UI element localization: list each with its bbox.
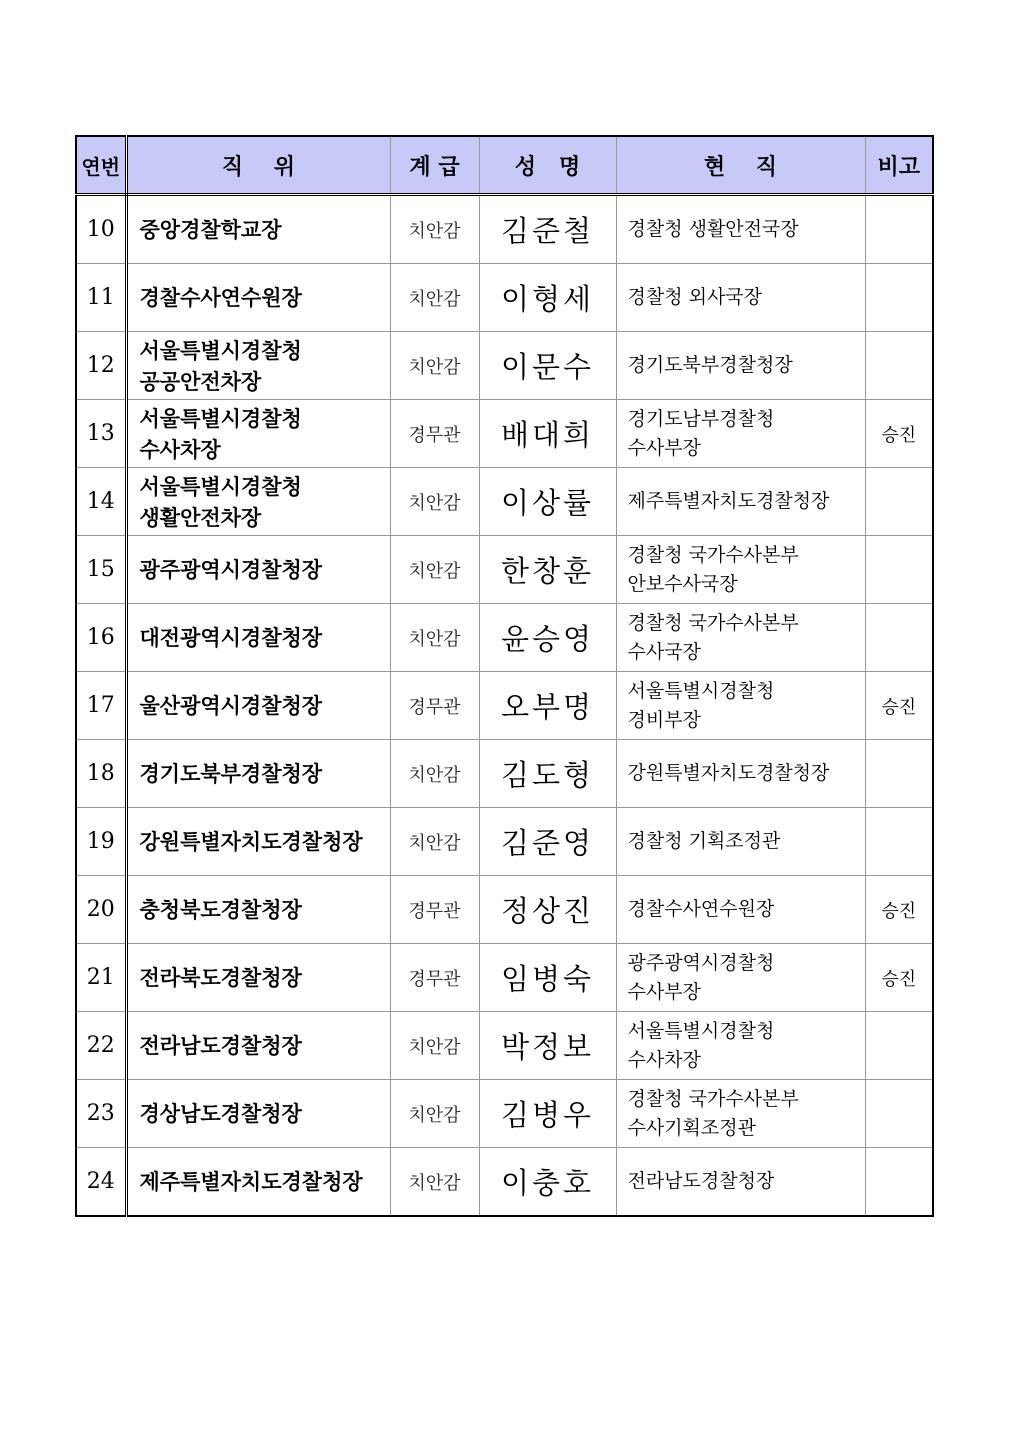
- position-cell: 대전광역시경찰청장: [126, 604, 390, 672]
- current-position-cell: 서울특별시경찰청 경비부장: [616, 672, 865, 740]
- current-position-cell: 경기도북부경찰청장: [616, 332, 865, 400]
- position-cell: 중앙경찰학교장: [126, 195, 390, 264]
- rank-cell: 경무관: [390, 876, 479, 944]
- note-cell: [865, 1012, 933, 1080]
- row-number: 21: [76, 944, 126, 1012]
- rank-cell: 치안감: [390, 195, 479, 264]
- note-cell: [865, 468, 933, 536]
- rank-cell: 치안감: [390, 1012, 479, 1080]
- row-number: 18: [76, 740, 126, 808]
- table-row: [76, 400, 933, 468]
- position-cell: 광주광역시경찰청장: [126, 536, 390, 604]
- header-no: 연번: [76, 136, 126, 195]
- name-cell: 임병숙: [479, 944, 616, 1012]
- header-current-position: 현 직: [616, 136, 865, 195]
- position-cell: 서울특별시경찰청 생활안전차장: [126, 468, 390, 536]
- table-row: [76, 195, 933, 264]
- table-row: [76, 332, 933, 400]
- table-row: [76, 944, 933, 1012]
- name-cell: 김병우: [479, 1080, 616, 1148]
- position-cell: 경기도북부경찰청장: [126, 740, 390, 808]
- position-cell: 전라남도경찰청장: [126, 1012, 390, 1080]
- row-number: 19: [76, 808, 126, 876]
- note-cell: [865, 808, 933, 876]
- rank-cell: 치안감: [390, 332, 479, 400]
- rank-cell: 치안감: [390, 536, 479, 604]
- name-cell: 이형세: [479, 264, 616, 332]
- header-note: 비고: [865, 136, 933, 195]
- table-row: [76, 672, 933, 740]
- rank-cell: 치안감: [390, 808, 479, 876]
- table-row: [76, 740, 933, 808]
- header-row: [76, 136, 933, 195]
- table-row: [76, 536, 933, 604]
- name-cell: 윤승영: [479, 604, 616, 672]
- current-position-cell: 경찰청 기획조정관: [616, 808, 865, 876]
- note-cell: 승진: [865, 672, 933, 740]
- rank-cell: 치안감: [390, 1148, 479, 1217]
- row-number: 17: [76, 672, 126, 740]
- position-cell: 서울특별시경찰청 수사차장: [126, 400, 390, 468]
- table-row: [76, 264, 933, 332]
- current-position-cell: 경찰청 외사국장: [616, 264, 865, 332]
- header-position: 직 위: [126, 136, 390, 195]
- current-position-cell: 경찰청 국가수사본부 안보수사국장: [616, 536, 865, 604]
- current-position-cell: 전라남도경찰청장: [616, 1148, 865, 1217]
- rank-cell: 치안감: [390, 468, 479, 536]
- row-number: 22: [76, 1012, 126, 1080]
- row-number: 15: [76, 536, 126, 604]
- rank-cell: 치안감: [390, 740, 479, 808]
- current-position-cell: 광주광역시경찰청 수사부장: [616, 944, 865, 1012]
- table-row: [76, 876, 933, 944]
- note-cell: [865, 740, 933, 808]
- position-cell: 강원특별자치도경찰청장: [126, 808, 390, 876]
- current-position-cell: 경찰청 국가수사본부 수사기획조정관: [616, 1080, 865, 1148]
- position-cell: 충청북도경찰청장: [126, 876, 390, 944]
- note-cell: [865, 264, 933, 332]
- row-number: 24: [76, 1148, 126, 1217]
- personnel-table: [75, 135, 934, 1217]
- name-cell: 김준철: [479, 195, 616, 264]
- name-cell: 김준영: [479, 808, 616, 876]
- note-cell: 승진: [865, 400, 933, 468]
- position-cell: 전라북도경찰청장: [126, 944, 390, 1012]
- rank-cell: 치안감: [390, 1080, 479, 1148]
- current-position-cell: 경기도남부경찰청 수사부장: [616, 400, 865, 468]
- table-row: [76, 604, 933, 672]
- row-number: 13: [76, 400, 126, 468]
- header-rank: 계 급: [390, 136, 479, 195]
- rank-cell: 경무관: [390, 672, 479, 740]
- table-row: [76, 1012, 933, 1080]
- position-cell: 서울특별시경찰청 공공안전차장: [126, 332, 390, 400]
- note-cell: [865, 332, 933, 400]
- name-cell: 박정보: [479, 1012, 616, 1080]
- table-row: [76, 808, 933, 876]
- name-cell: 이충호: [479, 1148, 616, 1217]
- name-cell: 김도형: [479, 740, 616, 808]
- note-cell: [865, 536, 933, 604]
- current-position-cell: 서울특별시경찰청 수사차장: [616, 1012, 865, 1080]
- row-number: 11: [76, 264, 126, 332]
- rank-cell: 경무관: [390, 944, 479, 1012]
- table-row: [76, 468, 933, 536]
- note-cell: [865, 1148, 933, 1217]
- table-row: [76, 1148, 933, 1217]
- row-number: 12: [76, 332, 126, 400]
- name-cell: 오부명: [479, 672, 616, 740]
- table-row: [76, 1080, 933, 1148]
- rank-cell: 치안감: [390, 264, 479, 332]
- position-cell: 울산광역시경찰청장: [126, 672, 390, 740]
- current-position-cell: 경찰청 생활안전국장: [616, 195, 865, 264]
- current-position-cell: 제주특별자치도경찰청장: [616, 468, 865, 536]
- row-number: 20: [76, 876, 126, 944]
- row-number: 10: [76, 195, 126, 264]
- position-cell: 제주특별자치도경찰청장: [126, 1148, 390, 1217]
- position-cell: 경상남도경찰청장: [126, 1080, 390, 1148]
- name-cell: 이상률: [479, 468, 616, 536]
- rank-cell: 치안감: [390, 604, 479, 672]
- table-header: [76, 136, 933, 195]
- name-cell: 정상진: [479, 876, 616, 944]
- row-number: 23: [76, 1080, 126, 1148]
- note-cell: [865, 604, 933, 672]
- rank-cell: 경무관: [390, 400, 479, 468]
- name-cell: 이문수: [479, 332, 616, 400]
- row-number: 16: [76, 604, 126, 672]
- note-cell: 승진: [865, 876, 933, 944]
- note-cell: [865, 195, 933, 264]
- table-body: [76, 195, 933, 1217]
- current-position-cell: 강원특별자치도경찰청장: [616, 740, 865, 808]
- note-cell: [865, 1080, 933, 1148]
- row-number: 14: [76, 468, 126, 536]
- name-cell: 한창훈: [479, 536, 616, 604]
- current-position-cell: 경찰청 국가수사본부 수사국장: [616, 604, 865, 672]
- header-name: 성 명: [479, 136, 616, 195]
- position-cell: 경찰수사연수원장: [126, 264, 390, 332]
- note-cell: 승진: [865, 944, 933, 1012]
- name-cell: 배대희: [479, 400, 616, 468]
- current-position-cell: 경찰수사연수원장: [616, 876, 865, 944]
